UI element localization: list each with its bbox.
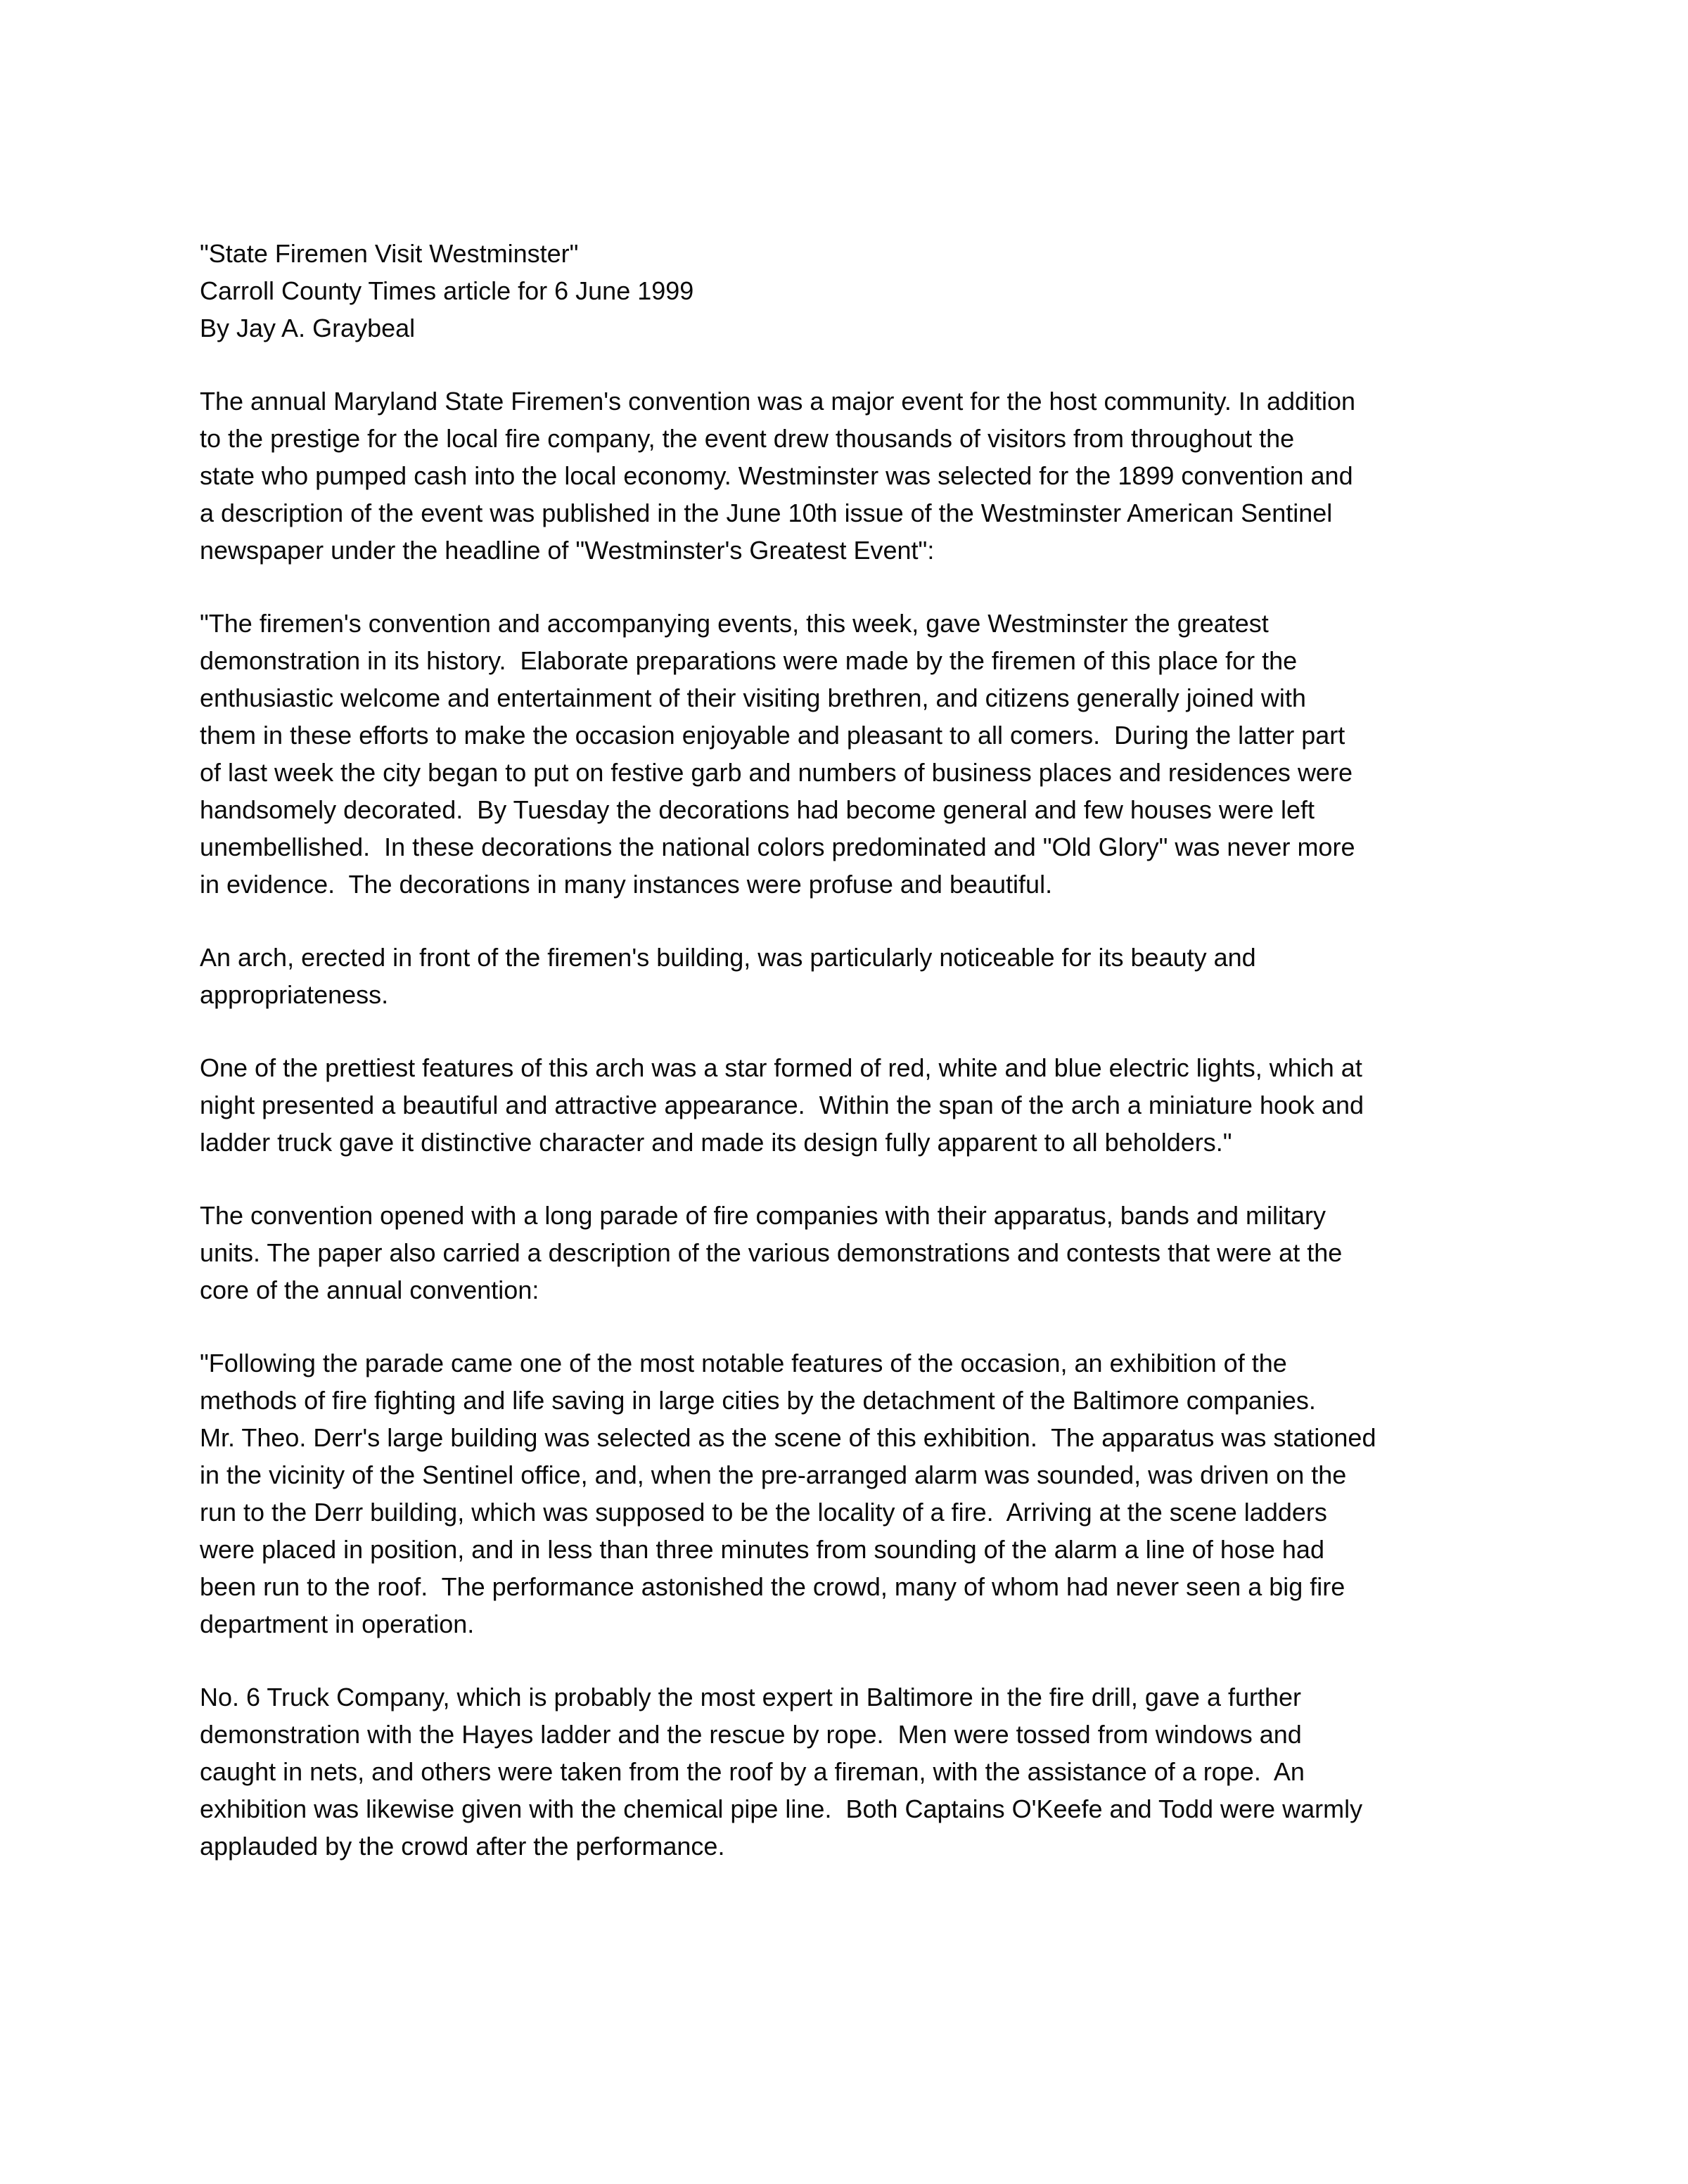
text-line: were placed in position, and in less than three minutes from sounding of the alarm a line of hose had (200, 1535, 1324, 1564)
text-line: demonstration in its history. Elaborate preparations were made by the firemen of this place for the (200, 646, 1298, 675)
byline: By Jay A. Graybeal (200, 314, 416, 342)
text-line: run to the Derr building, which was supposed to be the locality of a fire. Arriving at the scene ladders (200, 1498, 1327, 1527)
paragraph-arch (200, 939, 1494, 1013)
document-page (200, 235, 1494, 1865)
paragraph-quote-decorations (200, 605, 1494, 903)
text-line: a description of the event was published in the June 10th issue of the Westminster American Sentinel (200, 499, 1333, 527)
text-line: state who pumped cash into the local economy. Westminster was selected for the 1899 convention and (200, 461, 1353, 490)
text-line: units. The paper also carried a description of the various demonstrations and contests that were at the (200, 1238, 1343, 1267)
text-line: "Following the parade came one of the most notable features of the occasion, an exhibition of the (200, 1349, 1287, 1377)
text-line: in the vicinity of the Sentinel office, and, when the pre-arranged alarm was sounded, was driven on the (200, 1460, 1347, 1489)
text-line: The convention opened with a long parade of fire companies with their apparatus, bands and military (200, 1201, 1326, 1230)
text-line: One of the prettiest features of this arch was a star formed of red, white and blue electric lights, which at (200, 1053, 1362, 1082)
text-line: department in operation. (200, 1610, 475, 1638)
article-header (200, 235, 1494, 347)
text-line: demonstration with the Hayes ladder and the rescue by rope. Men were tossed from windows and (200, 1720, 1302, 1749)
text-line: No. 6 Truck Company, which is probably the most expert in Baltimore in the fire drill, gave a further (200, 1683, 1302, 1711)
text-line: enthusiastic welcome and entertainment of their visiting brethren, and citizens generally joined with (200, 683, 1306, 712)
text-line: them in these efforts to make the occasion enjoyable and pleasant to all comers. During the latter part (200, 721, 1345, 750)
text-line: night presented a beautiful and attractive appearance. Within the span of the arch a miniature hook and (200, 1091, 1364, 1119)
text-line: The annual Maryland State Firemen's convention was a major event for the host community. In addition (200, 387, 1356, 416)
text-line: unembellished. In these decorations the national colors predominated and "Old Glory" was never more (200, 833, 1355, 861)
text-line: "The firemen's convention and accompanying events, this week, gave Westminster the greatest (200, 609, 1269, 638)
text-line: appropriateness. (200, 980, 389, 1009)
text-line: newspaper under the headline of "Westminster's Greatest Event": (200, 536, 935, 565)
text-line: caught in nets, and others were taken from the roof by a fireman, with the assistance of a rope. An (200, 1757, 1305, 1786)
paragraph-star (200, 1049, 1494, 1161)
paragraph-quote-exhibition (200, 1344, 1494, 1643)
article-title: "State Firemen Visit Westminster" (200, 239, 579, 268)
text-line: been run to the roof. The performance astonished the crowd, many of whom had never seen a big fire (200, 1572, 1345, 1601)
text-line: ladder truck gave it distinctive character and made its design fully apparent to all beholders." (200, 1128, 1232, 1157)
text-line: in evidence. The decorations in many instances were profuse and beautiful. (200, 870, 1053, 899)
text-line: applauded by the crowd after the performance. (200, 1832, 725, 1861)
text-line: An arch, erected in front of the firemen's building, was particularly noticeable for its beauty and (200, 943, 1256, 972)
paragraph-intro (200, 383, 1494, 569)
text-line: methods of fire fighting and life saving in large cities by the detachment of the Baltimore companies. (200, 1386, 1316, 1415)
text-line: to the prestige for the local fire company, the event drew thousands of visitors from throughout the (200, 424, 1295, 453)
text-line: core of the annual convention: (200, 1276, 539, 1304)
paragraph-truck-company (200, 1678, 1494, 1865)
text-line: handsomely decorated. By Tuesday the decorations had become general and few houses were left (200, 795, 1315, 824)
publication-line: Carroll County Times article for 6 June 1999 (200, 276, 694, 305)
text-line: Mr. Theo. Derr's large building was selected as the scene of this exhibition. The apparatus was stationed (200, 1423, 1376, 1452)
text-line: of last week the city began to put on festive garb and numbers of business places and residences were (200, 758, 1353, 787)
text-line: exhibition was likewise given with the chemical pipe line. Both Captains O'Keefe and Todd were warmly (200, 1794, 1363, 1823)
paragraph-parade (200, 1197, 1494, 1309)
